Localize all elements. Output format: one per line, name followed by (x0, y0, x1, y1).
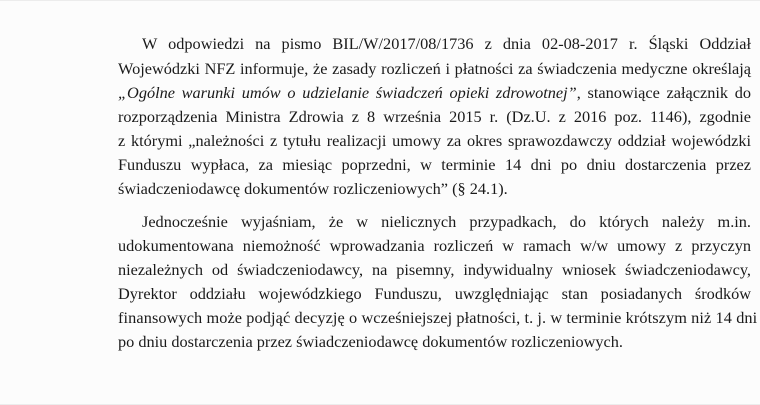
paragraph-1-line-6: Funduszu wypłaca, za miesiąc poprzedni, w terminie 14 dni po dniu dostarczenia przez (118, 155, 751, 174)
paragraph-1-line-1: W odpowiedzi na pismo BIL/W/2017/08/1736 z dnia 02-08-2017 r. Śląski Oddział (142, 34, 751, 53)
paragraph-2-line-4: Dyrektor oddziału wojewódzkiego Funduszu, uwzględniając stan posiadanych środków (118, 284, 751, 303)
paragraph-1-line-4: rozporządzenia Ministra Zdrowia z 8 września 2015 r. (Dz.U. z 2016 poz. 1146), zgodnie (118, 107, 751, 126)
paragraph-1-line-7: świadczeniodawcę dokumentów rozliczeniowych” (§ 24.1). (118, 179, 508, 198)
paragraph-1-line-3 (118, 81, 751, 105)
scan-top-edge (0, 0, 760, 1)
paragraph-2-line-2: udokumentowana niemożność wprowadzania rozliczeń w ramach w/w umowy z przyczyn (118, 236, 751, 255)
paragraph-1-line-5: z którymi „należności z tytułu realizacji umowy za okres sprawozdawczy oddział wojewódzki (118, 131, 751, 150)
paragraph-2-line-5: finansowych może podjąć decyzję o wcześniejszej płatności, t. j. w terminie krótszym niż 14 dni (118, 308, 758, 327)
paragraph-1-line-3-rest: , stanowiące załącznik do (576, 83, 751, 102)
paragraph-1-line-2: Wojewódzki NFZ informuje, że zasady rozliczeń i płatności za świadczenia medyczne określają (118, 59, 751, 78)
paragraph-2-line-1: Jednocześnie wyjaśniam, że w nielicznych przypadkach, do których należy m.in. (142, 212, 751, 231)
paragraph-2-line-3: niezależnych od świadczeniodawcy, na pisemny, indywidualny wniosek świadczeniodawcy, (118, 260, 751, 279)
regulation-title-quote: „Ogólne warunki umów o udzielanie świadczeń opieki zdrowotnej” (118, 83, 577, 102)
paragraph-2-line-6: po dniu dostarczenia przez świadczeniodawcę dokumentów rozliczeniowych. (118, 332, 623, 351)
